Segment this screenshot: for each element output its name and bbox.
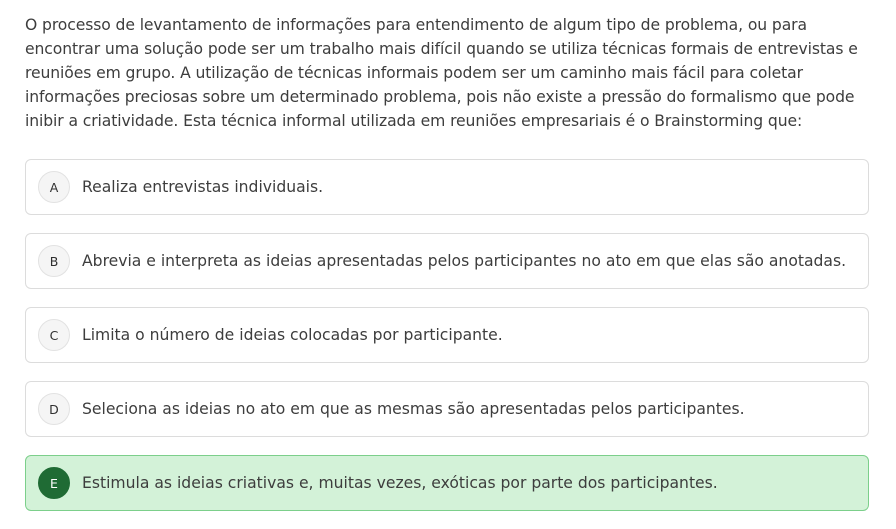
option-letter-badge: D <box>38 393 70 425</box>
option-text: Estimula as ideias criativas e, muitas vezes, exóticas por parte dos participantes. <box>82 474 718 492</box>
option-letter-badge: E <box>38 467 70 499</box>
option-text: Abrevia e interpreta as ideias apresentadas pelos participantes no ato em que elas são anotadas. <box>82 252 847 270</box>
option-b[interactable] <box>25 233 869 289</box>
option-text: Realiza entrevistas individuais. <box>82 178 324 196</box>
option-letter-badge: B <box>38 245 70 277</box>
option-letter-badge: C <box>38 319 70 351</box>
option-text: Limita o número de ideias colocadas por participante. <box>82 326 503 344</box>
option-letter-badge: A <box>38 171 70 203</box>
option-c[interactable] <box>25 307 869 363</box>
question-text: O processo de levantamento de informações para entendimento de algum tipo de problema, ou para encontrar uma solução pode ser um trabalho mais difícil quando se utiliza técnicas formais de entrevistas e reuniões em grupo. A utilização de técnicas informais podem ser um caminho mais fácil para coletar informações preciosas sobre um determinado problema, pois não existe a pressão do formalismo que pode inibir a criatividade. Esta técnica informal utilizada em reuniões empresariais é o Brainstorming que: <box>25 16 858 130</box>
option-d[interactable] <box>25 381 869 437</box>
option-a[interactable] <box>25 159 869 215</box>
option-e[interactable] <box>25 455 869 511</box>
option-text: Seleciona as ideias no ato em que as mesmas são apresentadas pelos participantes. <box>82 400 745 418</box>
